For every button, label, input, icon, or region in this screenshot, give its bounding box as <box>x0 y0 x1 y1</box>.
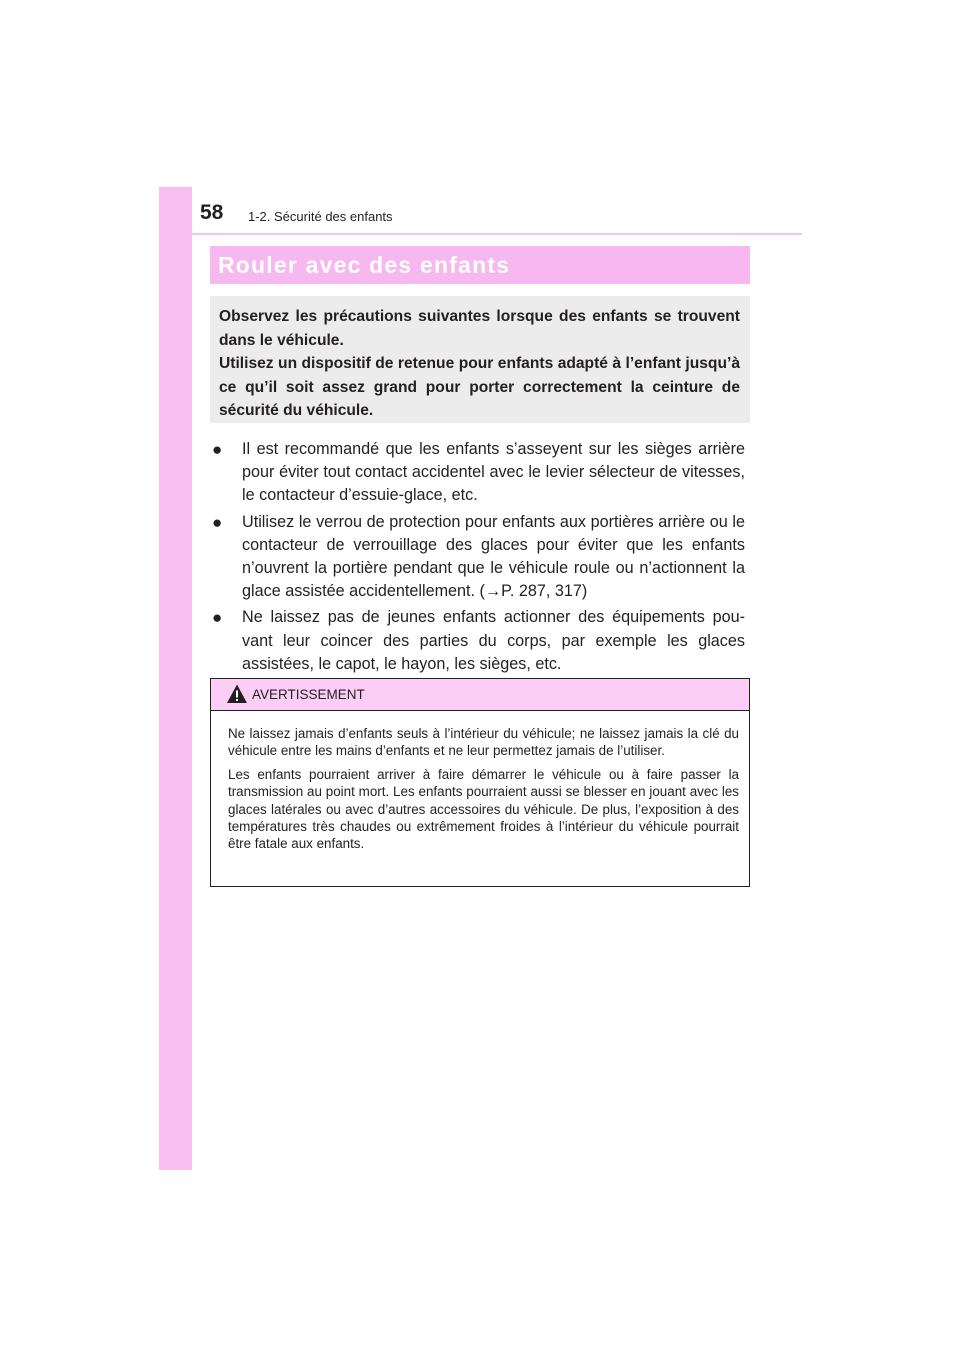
chapter-side-band <box>159 187 192 1170</box>
warning-paragraph: Ne laissez jamais d’enfants seuls à l’intérieur du véhicule; ne laissez jamais la clé du véhicule entre les mains d’enfants et ne leur permettez jamais de l’utiliser. <box>228 726 739 759</box>
warning-label: AVERTISSEMENT <box>252 687 365 702</box>
bullet-list <box>212 438 745 679</box>
bullet-text: Il est recommandé que les enfants s’asseyent sur les sièges arrière pour éviter tout contact accidentel avec le levier sélecteur de vitesses, le contacteur d’essuie-glace, etc. <box>242 440 745 505</box>
bullet-text: Utilisez le verrou de protection pour enfants aux portières arrière ou le contacteur de verrouillage des glaces pour éviter que les enfants n’ouvrent la portière pendant que le véhicule roule ou n’actionnent la glace assistée accidentellement. (→P. 287, 317) <box>242 512 745 601</box>
list-item <box>212 606 745 676</box>
page-title: Rouler avec des enfants <box>218 252 511 278</box>
warning-header <box>211 679 749 711</box>
header-rule <box>192 233 802 235</box>
section-title: 1-2. Sécurité des enfants <box>248 209 393 224</box>
warning-body <box>211 711 749 853</box>
bullet-icon: ● <box>212 512 223 532</box>
title-banner <box>210 246 750 284</box>
bullet-icon: ● <box>212 608 223 628</box>
bullet-icon: ● <box>212 440 223 459</box>
intro-box <box>210 296 750 423</box>
page-number: 58 <box>200 201 224 224</box>
intro-text: Observez les précautions suivantes lorsque des enfants se trouvent dans le véhicule. Utilisez un dispositif de retenue pour enfants adapté à l’enfant jusqu’à ce qu’il soit assez grand pour porter correctement la ceinture de sécurité du véhicule. <box>219 308 740 419</box>
bullet-text: Ne laissez pas de jeunes enfants actionner des équipements pou-vant leur coincer des parties du corps, par exemple les glaces assistées, le capot, le hayon, les sièges, etc. <box>242 608 745 673</box>
warning-triangle-icon <box>226 683 248 705</box>
list-item <box>212 511 745 604</box>
warning-box <box>210 678 750 887</box>
warning-paragraph: Les enfants pourraient arriver à faire démarrer le véhicule ou à faire passer la transmission au point mort. Les enfants pourraient aussi se blesser en jouant avec les glaces latérales ou avec d’autres accessoires du véhicule. De plus, l’exposition à des températures très chaudes ou extrêmement froides à l’intérieur du véhicule pourrait être fatale aux enfants. <box>228 766 739 852</box>
list-item <box>212 438 745 508</box>
